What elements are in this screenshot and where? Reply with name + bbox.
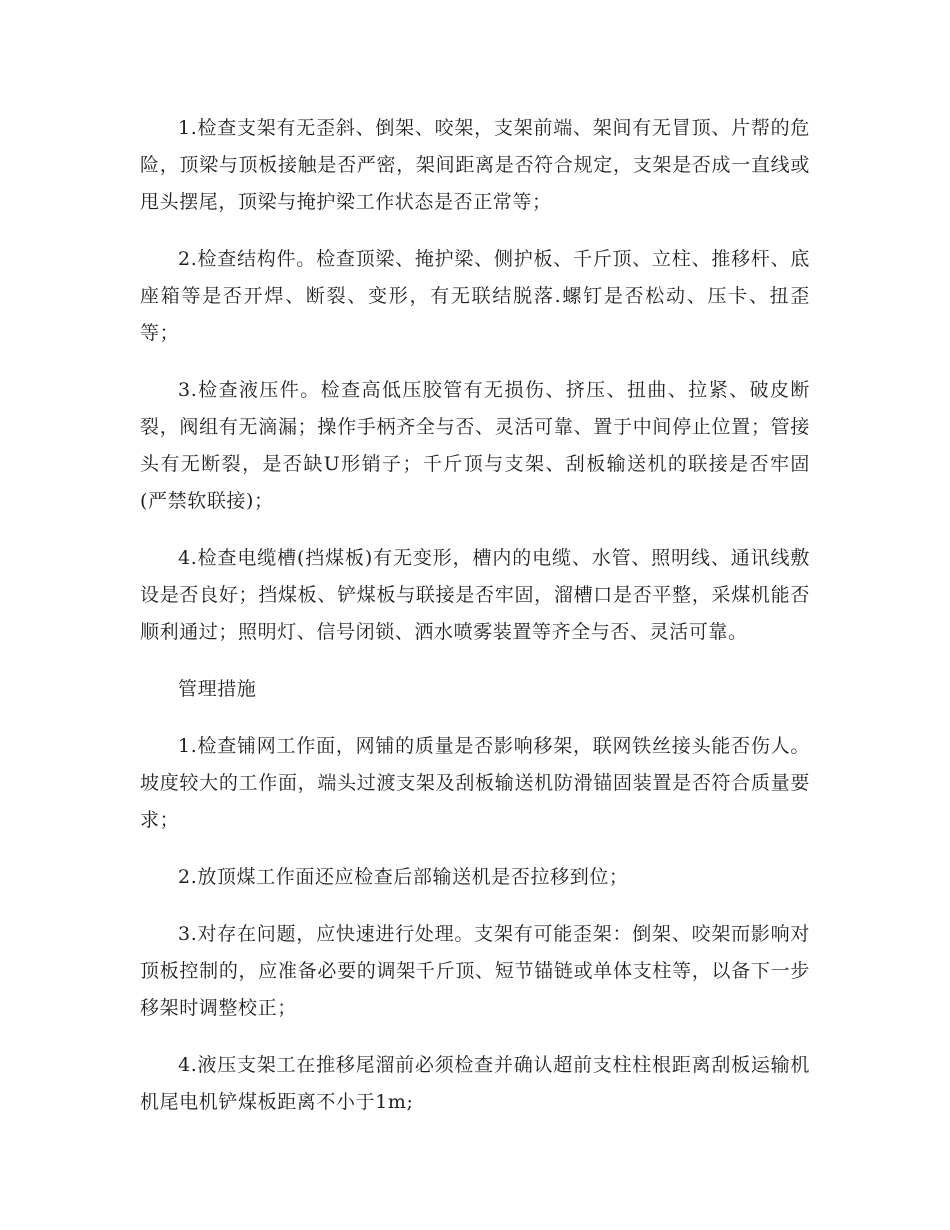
section-heading-management-measures: 管理措施: [178, 678, 257, 700]
paragraph-check-support-alignment: 1.检查支架有无歪斜、倒架、咬架，支架前端、架间有无冒顶、片帮的危险，顶梁与顶板接触是否严密，架间距离是否符合规定，支架是否成一直线或甩头摆尾，顶梁与掩护梁工作状态是否正常等；: [140, 117, 810, 213]
paragraph-check-structural-parts: 2.检查结构件。检查顶梁、掩护梁、侧护板、千斤顶、立柱、推移杆、底座箱等是否开焊、断裂、变形，有无联结脱落.螺钉是否松动、压卡、扭歪等；: [140, 248, 810, 344]
paragraph-hydraulic-support-worker: 4.液压支架工在推移尾溜前必须检查并确认超前支柱柱根距离刮板运输机机尾电机铲煤板距离不小于1m;: [140, 1054, 810, 1113]
paragraph-top-coal-conveyor: 2.放顶煤工作面还应检查后部输送机是否拉移到位；: [178, 866, 629, 888]
paragraph-handle-problems: 3.对存在问题，应快速进行处理。支架有可能歪架：倒架、咬架而影响对顶板控制的，应准备必要的调架千斤顶、短节锚链或单体支柱等，以备下一步移架时调整校正；: [140, 923, 810, 1019]
paragraph-check-hydraulic-parts: 3.检查液压件。检查高低压胶管有无损伤、挤压、扭曲、拉紧、破皮断裂，阀组有无滴漏；操作手柄齐全与否、灵活可靠、置于中间停止位置；管接头有无断裂，是否缺U形销子；千斤顶与支架、刮板输送机的联接是否牢固(严禁软联接)；: [140, 379, 810, 512]
paragraph-check-cable-trough: 4.检查电缆槽(挡煤板)有无变形，槽内的电缆、水管、照明线、通讯线敷设是否良好；挡煤板、铲煤板与联接是否牢固，溜槽口是否平整，采煤机能否顺利通过；照明灯、信号闭锁、洒水喷雾装置等齐全与否、灵活可靠。: [140, 547, 810, 643]
paragraph-check-mesh-face: 1.检查铺网工作面，网铺的质量是否影响移架，联网铁丝接头能否伤人。坡度较大的工作面，端头过渡支架及刮板输送机防滑锚固装置是否符合质量要求；: [140, 735, 810, 831]
